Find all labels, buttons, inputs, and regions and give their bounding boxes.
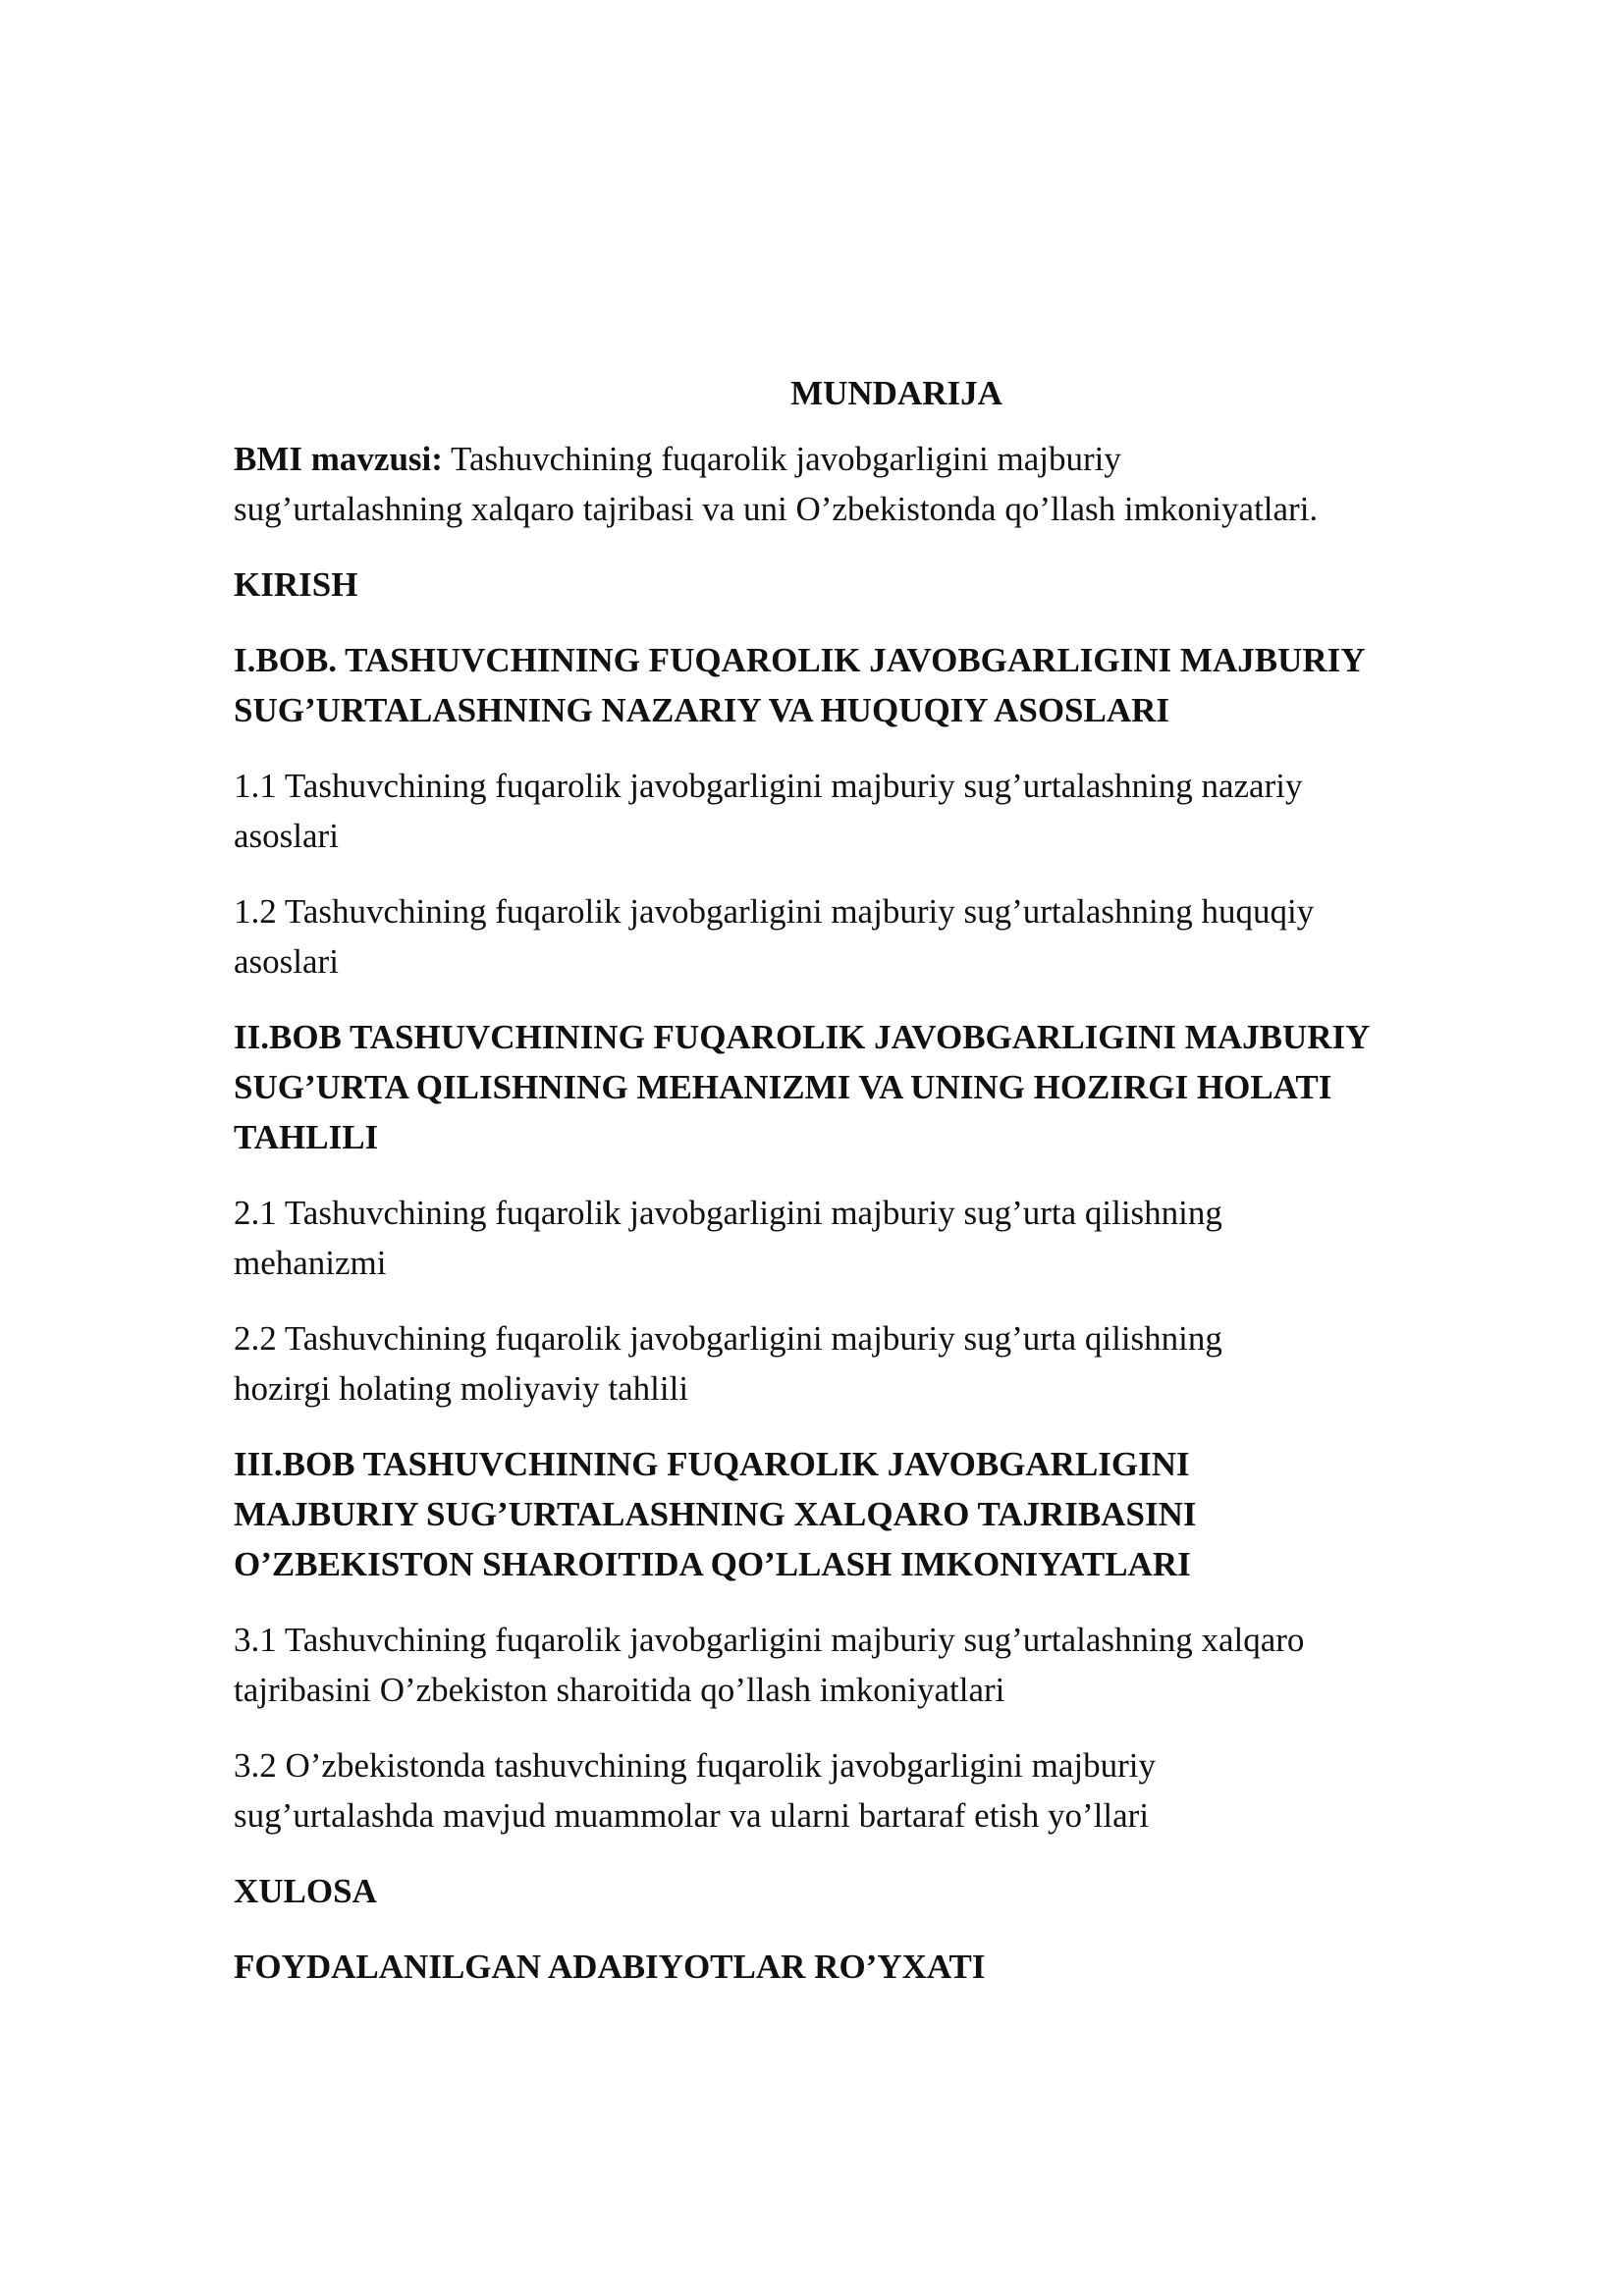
toc-entry-line: 2.2 Tashuvchining fuqarolik javobgarligini majburiy sug’urta qilishning bbox=[234, 1319, 1222, 1358]
toc-heading bbox=[234, 560, 1530, 610]
topic-line-2: sug’urtalashning xalqaro tajribasi va uni O’zbekistonda qo’llash imkoniyatlari. bbox=[234, 490, 1319, 528]
toc-entry-line: O’ZBEKISTON SHAROITIDA QO’LLASH IMKONIYATLARI bbox=[234, 1545, 1191, 1583]
toc-entry-line: TAHLILI bbox=[234, 1118, 379, 1156]
toc-entry-line: asoslari bbox=[234, 817, 339, 855]
toc-section-item bbox=[234, 1188, 1530, 1288]
topic-label: BMI mavzusi: bbox=[234, 440, 443, 478]
toc-entry-line: mehanizmi bbox=[234, 1244, 387, 1282]
toc-entry-line: II.BOB TASHUVCHINING FUQAROLIK JAVOBGARLIGINI MAJBURIY bbox=[234, 1018, 1371, 1056]
toc-entry-line: 3.2 O’zbekistonda tashuvchining fuqarolik javobgarligini majburiy bbox=[234, 1746, 1156, 1785]
toc-heading bbox=[234, 1942, 1530, 1992]
toc-section-item bbox=[234, 1740, 1530, 1841]
toc-entry-line: FOYDALANILGAN ADABIYOTLAR RO’YXATI bbox=[234, 1948, 986, 1986]
toc-entry-line: hozirgi holating moliyaviy tahlili bbox=[234, 1369, 689, 1408]
topic-text-1: Tashuvchining fuqarolik javobgarligini majburiy bbox=[442, 440, 1121, 478]
toc-entry-line: KIRISH bbox=[234, 565, 358, 604]
toc-section-item bbox=[234, 1615, 1530, 1715]
toc-section-item bbox=[234, 761, 1530, 861]
toc-entry-line: tajribasini O’zbekiston sharoitida qo’llash imkoniyatlari bbox=[234, 1671, 1005, 1709]
toc-heading bbox=[234, 1012, 1530, 1162]
toc-entry-line: MAJBURIY SUG’URTALASHNING XALQARO TAJRIBASINI bbox=[234, 1495, 1197, 1533]
toc-entry-line: asoslari bbox=[234, 942, 339, 981]
page-title: MUNDARIJA bbox=[790, 374, 1002, 412]
toc-section-item bbox=[234, 1313, 1530, 1414]
toc-entry-line: 3.1 Tashuvchining fuqarolik javobgarligini majburiy sug’urtalashning xalqaro bbox=[234, 1621, 1305, 1659]
toc-heading bbox=[234, 1866, 1530, 1916]
toc-entry-line: SUG’URTALASHNING NAZARIY VA HUQUQIY ASOSLARI bbox=[234, 691, 1170, 729]
toc-entry-line: I.BOB. TASHUVCHINING FUQAROLIK JAVOBGARLIGINI MAJBURIY bbox=[234, 641, 1366, 679]
toc-section-item bbox=[234, 886, 1530, 987]
toc-entry-line: 1.1 Tashuvchining fuqarolik javobgarligini majburiy sug’urtalashning nazariy bbox=[234, 767, 1303, 805]
toc-entry-line: XULOSA bbox=[234, 1872, 377, 1910]
topic-paragraph bbox=[234, 434, 1530, 534]
toc-entry-line: SUG’URTA QILISHNING MEHANIZMI VA UNING HOZIRGI HOLATI bbox=[234, 1068, 1332, 1106]
document-page bbox=[234, 369, 1530, 2017]
toc-heading bbox=[234, 635, 1530, 735]
toc-entry-line: III.BOB TASHUVCHINING FUQAROLIK JAVOBGARLIGINI bbox=[234, 1445, 1190, 1483]
toc-entry-line: sug’urtalashda mavjud muammolar va ularni bartaraf etish yo’llari bbox=[234, 1796, 1150, 1835]
toc-heading bbox=[234, 1439, 1530, 1589]
topic-line-1 bbox=[234, 434, 1530, 484]
toc-entry-line: 1.2 Tashuvchining fuqarolik javobgarligini majburiy sug’urtalashning huquqiy bbox=[234, 892, 1315, 931]
table-of-contents bbox=[234, 560, 1530, 1992]
toc-entry-line: 2.1 Tashuvchining fuqarolik javobgarligini majburiy sug’urta qilishning bbox=[234, 1194, 1222, 1232]
